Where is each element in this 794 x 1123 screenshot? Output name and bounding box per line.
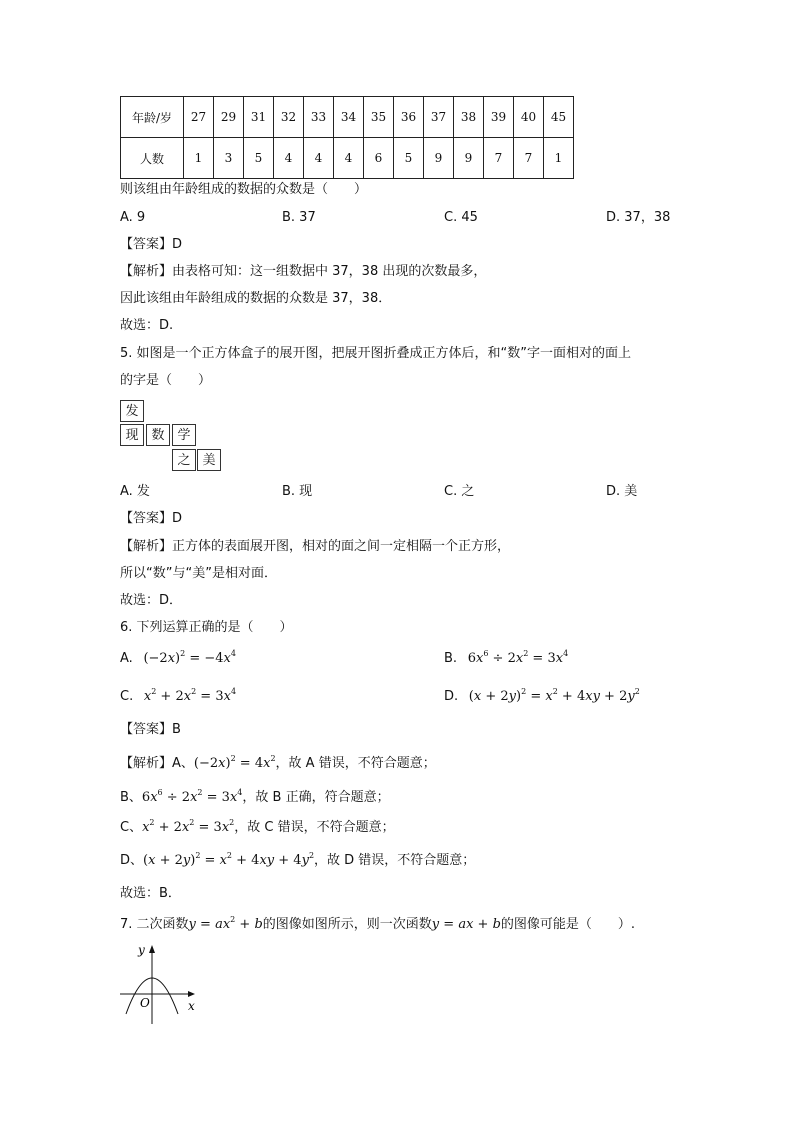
q6-analysis-b-prefix: B、	[120, 790, 142, 805]
q4-analysis-line1: 【解析】由表格可知：这一组数据中 37，38 出现的次数最多，	[120, 264, 487, 279]
table-header-count: 人数	[121, 138, 184, 179]
table-cell: 7	[514, 138, 544, 179]
net-cell-zhi: 之	[172, 449, 196, 471]
q6-analysis-a	[120, 756, 436, 772]
table-cell: 1	[184, 138, 214, 179]
table-cell: 36	[394, 97, 424, 138]
q5-analysis-line1: 【解析】正方体的表面展开图，相对的面之间一定相隔一个正方形，	[120, 539, 511, 554]
q7-linear-formula: y = ax + b	[431, 917, 501, 932]
q5-stem-line2: 的字是（ ）	[120, 373, 212, 388]
q7-parabola-graph	[116, 940, 206, 1026]
table-header-age: 年龄/岁	[121, 97, 184, 138]
q6-analysis-b	[120, 790, 390, 806]
q5-conclusion: 故选：D．	[120, 593, 183, 608]
q6-analysis-c-prefix: C、	[120, 820, 143, 835]
table-cell: 33	[304, 97, 334, 138]
q5-answer: 【答案】D	[120, 511, 183, 526]
q4-option-a: A. 9	[120, 210, 146, 225]
q6-analysis-a-prefix: 【解析】A、	[120, 756, 194, 771]
table-cell: 5	[244, 138, 274, 179]
q6-analysis-c	[120, 820, 395, 836]
net-cell-xue: 学	[172, 424, 196, 446]
table-cell: 32	[274, 97, 304, 138]
q6-option-c	[120, 689, 236, 705]
q6-analysis-b-tail: ，故 B 正确，符合题意；	[242, 790, 390, 805]
q6-option-b	[444, 651, 568, 667]
table-cell: 29	[214, 97, 244, 138]
q6-answer: 【答案】B	[120, 722, 181, 737]
net-cell-shu: 数	[146, 424, 170, 446]
table-cell: 38	[454, 97, 484, 138]
q5-option-d: D. 美	[606, 484, 638, 499]
q6-option-d	[444, 689, 640, 705]
table-cell: 39	[484, 97, 514, 138]
table-cell: 35	[364, 97, 394, 138]
q7-stem-pre: 7. 二次函数	[120, 917, 189, 932]
net-cell-fa: 发	[120, 400, 144, 422]
x-axis-label: x	[188, 999, 195, 1013]
q6-conclusion: 故选：B．	[120, 886, 181, 901]
q6-analysis-a-formula: $(-2x)^2 = 4x^2$	[193, 754, 276, 771]
table-cell: 34	[334, 97, 364, 138]
q7-stem-mid: 的图像如图所示，则一次函数	[262, 917, 432, 932]
q6-option-d-formula: $(x + 2y)^2 = x^2 + 4xy + 2y^2$	[462, 687, 640, 704]
q5-analysis-line2: 所以“数”与“美”是相对面．	[120, 566, 277, 581]
q6-option-c-formula: $x^2 + 2x^2 = 3x^4$	[143, 687, 237, 704]
q6-option-a-formula: $(-2x)^2 = -4x^4$	[136, 649, 236, 666]
table-row	[121, 138, 574, 179]
q6-option-a-label: A.	[120, 651, 133, 666]
q5-option-a: A. 发	[120, 484, 150, 499]
net-cell-mei: 美	[197, 449, 221, 471]
table-cell: 4	[304, 138, 334, 179]
table-cell: 37	[424, 97, 454, 138]
net-cell-xian: 现	[120, 424, 144, 446]
table-cell: 45	[544, 97, 574, 138]
table-cell: 1	[544, 138, 574, 179]
q6-option-b-formula: $6x^6 \div 2x^2 = 3x^4$	[461, 649, 569, 666]
q6-option-b-label: B.	[444, 651, 458, 666]
q6-option-a	[120, 651, 236, 667]
table-cell: 27	[184, 97, 214, 138]
q4-stem: 则该组由年龄组成的数据的众数是（ ）	[120, 182, 368, 197]
table-cell: 9	[424, 138, 454, 179]
y-axis-label: y	[138, 943, 145, 957]
q6-analysis-d-prefix: D、	[120, 853, 144, 868]
table-row	[121, 97, 574, 138]
q6-analysis-d-tail: ，故 D 错误，不符合题意；	[314, 853, 476, 868]
q6-analysis-d	[120, 853, 475, 869]
y-axis-arrow	[149, 945, 155, 953]
q6-analysis-d-formula: $(x + 2y)^2 = x^2 + 4xy + 4y^2$	[143, 851, 315, 868]
table-cell: 6	[364, 138, 394, 179]
q6-analysis-c-tail: ，故 C 错误，不符合题意；	[234, 820, 395, 835]
q6-analysis-a-tail: ，故 A 错误，不符合题意；	[275, 756, 436, 771]
q7-quadratic-formula: $y = ax^2 + b$	[188, 915, 263, 932]
table-cell: 3	[214, 138, 244, 179]
table-cell: 4	[334, 138, 364, 179]
q7-stem	[120, 917, 635, 933]
q7-stem-post: 的图像可能是（ ）.	[500, 917, 636, 932]
q4-option-c: C. 45	[444, 210, 478, 225]
q6-analysis-c-formula: $x^2 + 2x^2 = 3x^2$	[142, 818, 235, 835]
table-cell: 4	[274, 138, 304, 179]
q5-stem-line1: 5. 如图是一个正方体盒子的展开图，把展开图折叠成正方体后，和“数”字一面相对的面上	[120, 346, 632, 361]
q4-option-d: D. 37，38	[606, 210, 671, 225]
table-cell: 31	[244, 97, 274, 138]
q4-analysis-line2: 因此该组由年龄组成的数据的众数是 37，38．	[120, 291, 392, 306]
q6-option-c-label: C.	[120, 689, 134, 704]
q4-answer: 【答案】D	[120, 237, 183, 252]
table-cell: 7	[484, 138, 514, 179]
x-axis-arrow	[188, 991, 195, 997]
table-cell: 5	[394, 138, 424, 179]
table-cell: 9	[454, 138, 484, 179]
q5-option-c: C. 之	[444, 484, 475, 499]
q6-stem: 6. 下列运算正确的是（ ）	[120, 620, 293, 635]
origin-label: O	[140, 996, 150, 1010]
q6-analysis-b-formula: $6x^6 \div 2x^2 = 3x^4$	[141, 788, 243, 805]
q4-option-b: B. 37	[282, 210, 316, 225]
q4-conclusion: 故选：D.	[120, 318, 174, 333]
table-cell: 40	[514, 97, 544, 138]
q6-option-d-label: D.	[444, 689, 459, 704]
q5-option-b: B. 现	[282, 484, 313, 499]
age-table	[120, 96, 574, 179]
